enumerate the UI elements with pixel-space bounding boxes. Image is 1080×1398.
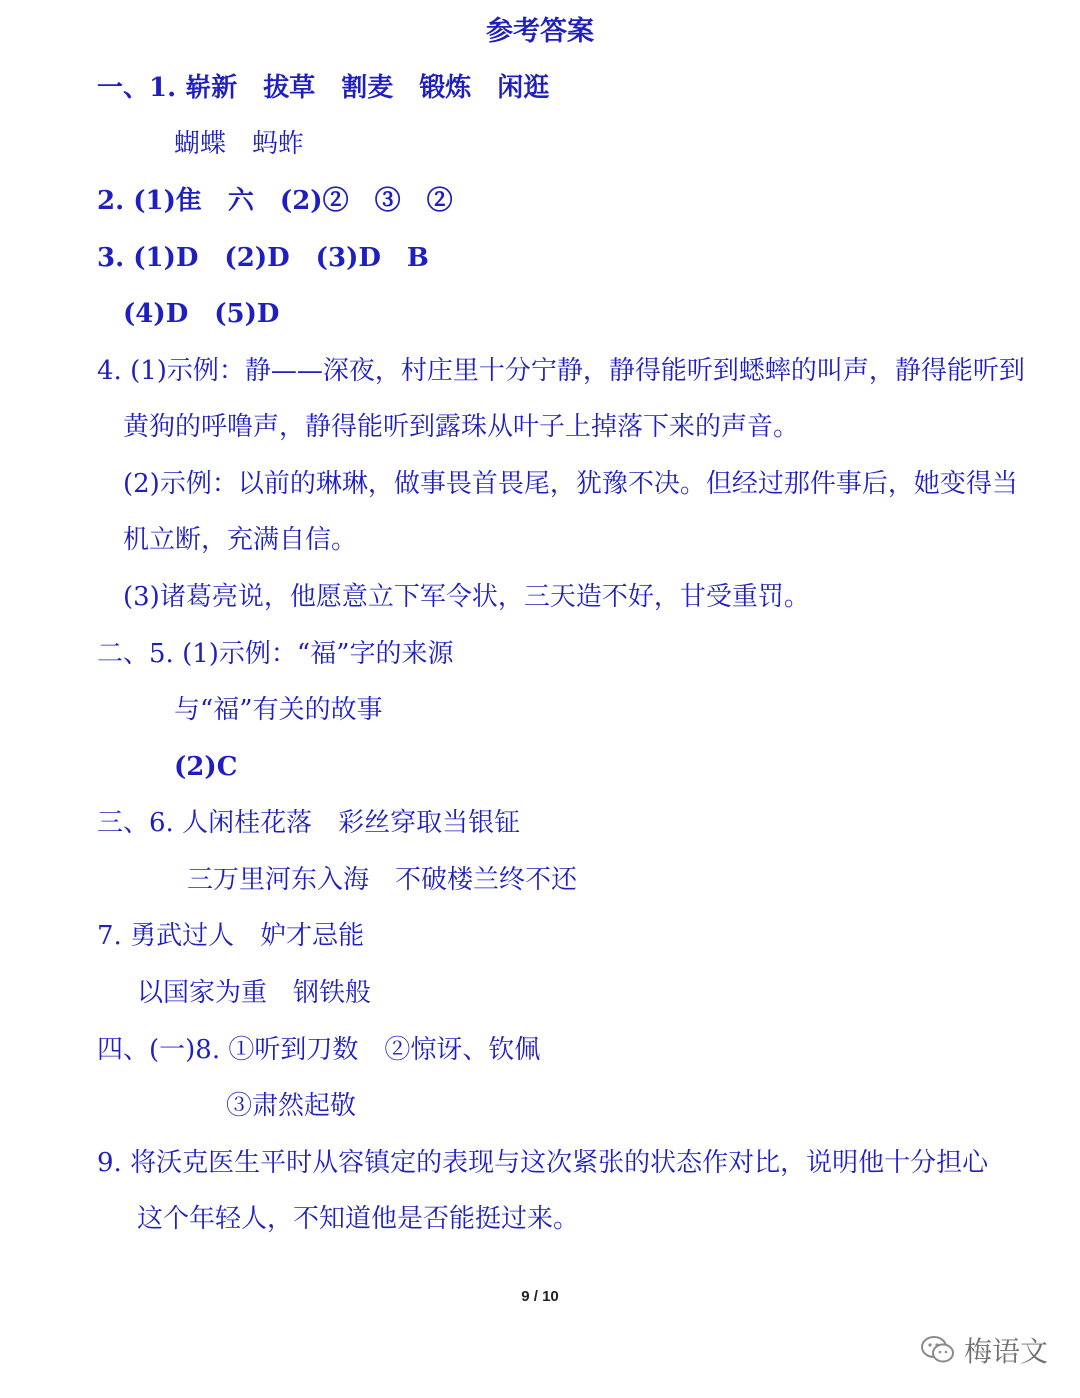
answer-line-11: 二、5. (1)示例：“福”字的来源 xyxy=(97,639,454,669)
page-number: 9 / 10 xyxy=(521,1288,559,1305)
answer-line-8: (2)示例：以前的琳琳，做事畏首畏尾，犹豫不决。但经过那件事后，她变得当 xyxy=(123,469,1018,499)
answer-line-15: 三万里河东入海 不破楼兰终不还 xyxy=(187,865,578,895)
watermark xyxy=(920,1330,1048,1370)
answer-line-17: 以国家为重 钢铁般 xyxy=(137,978,372,1008)
answer-line-9: 机立断，充满自信。 xyxy=(123,525,358,555)
answer-line-10: (3)诸葛亮说，他愿意立下军令状，三天造不好，甘受重罚。 xyxy=(123,582,810,612)
watermark-text: 梅语文 xyxy=(964,1335,1049,1368)
answer-line-19: ③肃然起敬 xyxy=(226,1091,357,1121)
document-title: 参考答案 xyxy=(486,16,594,47)
answer-line-12: 与“福”有关的故事 xyxy=(174,695,383,725)
answer-line-18: 四、(一)8. ①听到刀数 ②惊讶、钦佩 xyxy=(97,1035,541,1065)
answer-line-21: 这个年轻人，不知道他是否能挺过来。 xyxy=(137,1204,580,1234)
answer-line-16: 7. 勇武过人 妒才忌能 xyxy=(97,921,365,951)
answer-line-14: 三、6. 人闲桂花落 彩丝穿取当银钲 xyxy=(97,808,521,838)
wechat-icon xyxy=(920,1334,956,1366)
answer-line-1: 一、1. 崭新 拔草 割麦 锻炼 闲逛 xyxy=(97,73,550,103)
answer-line-4: 3. (1)D (2)D (3)D B xyxy=(97,243,429,273)
answer-line-3: 2. (1)隹 六 (2)② ③ ② xyxy=(97,186,453,216)
answer-line-7: 黄狗的呼噜声，静得能听到露珠从叶子上掉落下来的声音。 xyxy=(123,412,800,442)
answer-line-13: (2)C xyxy=(174,752,238,782)
answer-line-5: (4)D (5)D xyxy=(123,299,280,329)
answer-line-20: 9. 将沃克医生平时从容镇定的表现与这次紧张的状态作对比，说明他十分担心 xyxy=(97,1148,989,1178)
answer-line-6: 4. (1)示例：静——深夜，村庄里十分宁静，静得能听到蟋蟀的叫声，静得能听到 xyxy=(97,356,1025,386)
answer-line-2: 蝴蝶 蚂蚱 xyxy=(174,129,305,159)
